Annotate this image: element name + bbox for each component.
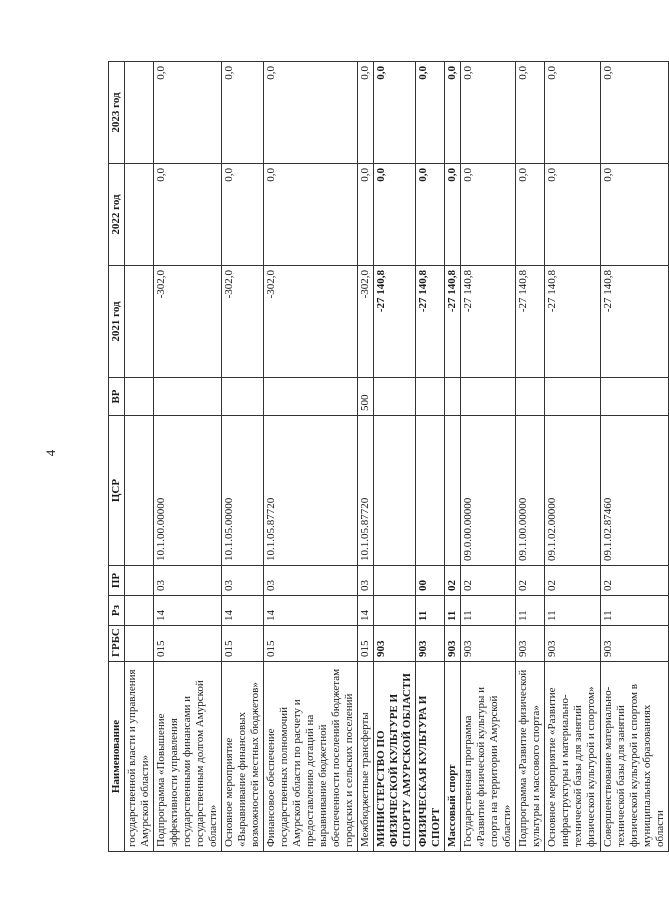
cell-2022: 0,0 [374,164,416,266]
table-row [516,62,545,852]
table-header-row [109,62,125,852]
cell-csr: 10.1.05.87720 [358,416,374,566]
header-grbs: ГРБС [109,626,125,662]
cell-2022: 0,0 [154,164,222,266]
cell-grbs: 015 [358,626,374,662]
cell-vr [416,378,445,416]
cell-2021: -27 140,8 [601,266,669,378]
cell-2021 [125,266,154,378]
cell-pr: 02 [461,566,516,596]
cell-rz: 11 [461,596,516,626]
cell-grbs: 903 [601,626,669,662]
cell-2021: -27 140,8 [545,266,601,378]
cell-2023: 0,0 [445,62,461,164]
cell-2021: -302,0 [264,266,358,378]
cell-csr [416,416,445,566]
cell-2023: 0,0 [545,62,601,164]
cell-2021: -302,0 [358,266,374,378]
cell-2022: 0,0 [545,164,601,266]
header-name: Наименование [109,662,125,852]
cell-rz: 11 [445,596,461,626]
cell-csr: 09.1.02.00000 [545,416,601,566]
cell-name: Основное мероприятие «Выравнивание финансовых возможностей местных бюджетов» [222,662,264,852]
cell-grbs: 903 [461,626,516,662]
table-row [461,62,516,852]
cell-grbs: 015 [264,626,358,662]
cell-name: ФИЗИЧЕСКАЯ КУЛЬТУРА И СПОРТ [416,662,445,852]
cell-pr [125,566,154,596]
cell-grbs: 903 [445,626,461,662]
cell-2023: 0,0 [516,62,545,164]
cell-vr [601,378,669,416]
cell-name: Государственная программа «Развитие физической культуры и спорта на территории Амурской области» [461,662,516,852]
cell-csr: 10.1.05.87720 [264,416,358,566]
cell-2022: 0,0 [461,164,516,266]
cell-rz [125,596,154,626]
cell-2022: 0,0 [264,164,358,266]
cell-name: Подпрограмма «Развитие физической культуры и массового спорта» [516,662,545,852]
cell-rz: 11 [601,596,669,626]
cell-2023: 0,0 [222,62,264,164]
table-row [601,62,669,852]
cell-vr [461,378,516,416]
cell-vr [445,378,461,416]
cell-pr: 00 [416,566,445,596]
cell-vr [264,378,358,416]
cell-2023: 0,0 [358,62,374,164]
cell-pr: 03 [222,566,264,596]
cell-pr: 03 [264,566,358,596]
cell-name: Финансовое обеспечение государственных полномочий Амурской области по расчету и предоставлению дотаций на выравнивание бюджетной обеспеченности поселений бюджетам городских и сельских поселений [264,662,358,852]
cell-pr: 03 [154,566,222,596]
cell-rz: 11 [516,596,545,626]
cell-2022: 0,0 [516,164,545,266]
cell-rz: 14 [358,596,374,626]
header-csr: ЦСР [109,416,125,566]
cell-vr: 500 [358,378,374,416]
cell-2021: -27 140,8 [461,266,516,378]
cell-2022: 0,0 [445,164,461,266]
cell-2023: 0,0 [374,62,416,164]
cell-csr: 10.1.05.00000 [222,416,264,566]
cell-pr: 02 [516,566,545,596]
cell-vr [374,378,416,416]
cell-2021: -27 140,8 [416,266,445,378]
cell-csr [125,416,154,566]
cell-vr [516,378,545,416]
table-row [125,62,154,852]
cell-csr: 09.1.00.00000 [516,416,545,566]
cell-csr: 10.1.00.00000 [154,416,222,566]
page-number: 4 [43,449,58,457]
cell-rz: 11 [545,596,601,626]
budget-table [108,61,669,852]
cell-2023: 0,0 [461,62,516,164]
header-rz: Рз [109,596,125,626]
table-row [358,62,374,852]
budget-table-rotated [108,62,666,852]
cell-pr [374,566,416,596]
cell-2021: -27 140,8 [445,266,461,378]
cell-grbs: 015 [222,626,264,662]
cell-2021: -27 140,8 [516,266,545,378]
header-vr: ВР [109,378,125,416]
cell-name: Основное мероприятие «Развитие инфраструктуры и материально-технической базы для занятий физической культурой и спортом» [545,662,601,852]
cell-2021: -302,0 [154,266,222,378]
cell-rz: 14 [222,596,264,626]
table-row [154,62,222,852]
cell-name: МИНИСТЕРСТВО ПО ФИЗИЧЕСКОЙ КУЛЬТУРЕ И СПОРТУ АМУРСКОЙ ОБЛАСТИ [374,662,416,852]
cell-pr: 02 [601,566,669,596]
header-2023: 2023 год [109,62,125,164]
cell-vr [545,378,601,416]
cell-csr [374,416,416,566]
cell-pr: 02 [445,566,461,596]
cell-csr: 09.0.00.00000 [461,416,516,566]
cell-2022: 0,0 [222,164,264,266]
cell-2021: -27 140,8 [374,266,416,378]
cell-grbs [125,626,154,662]
header-2021: 2021 год [109,266,125,378]
cell-vr [125,378,154,416]
table-row [222,62,264,852]
cell-name: Совершенствование материально-технической базы для занятий физической культурой и спортом в муниципальных образованиях области [601,662,669,852]
cell-2023: 0,0 [154,62,222,164]
header-pr: ПР [109,566,125,596]
table-row [264,62,358,852]
cell-vr [222,378,264,416]
table-body [125,62,669,852]
cell-csr: 09.1.02.87460 [601,416,669,566]
cell-grbs: 903 [516,626,545,662]
cell-name: государственной власти и управления Амурской области» [125,662,154,852]
cell-vr [154,378,222,416]
table-row [416,62,445,852]
cell-2022: 0,0 [358,164,374,266]
cell-2023: 0,0 [601,62,669,164]
cell-rz: 14 [264,596,358,626]
cell-grbs: 015 [154,626,222,662]
table-row [545,62,601,852]
cell-2022 [125,164,154,266]
cell-csr [445,416,461,566]
cell-rz: 14 [154,596,222,626]
cell-pr: 02 [545,566,601,596]
table-row [445,62,461,852]
cell-rz [374,596,416,626]
cell-name: Массовый спорт [445,662,461,852]
cell-2021: -302,0 [222,266,264,378]
cell-rz: 11 [416,596,445,626]
header-2022: 2022 год [109,164,125,266]
table-row [374,62,416,852]
cell-name: Подпрограмма «Повышение эффективности управления государственными финансами и государственным долгом Амурской области» [154,662,222,852]
cell-2023: 0,0 [416,62,445,164]
cell-name: Межбюджетные трансферты [358,662,374,852]
cell-2023: 0,0 [264,62,358,164]
cell-grbs: 903 [545,626,601,662]
cell-pr: 03 [358,566,374,596]
cell-grbs: 903 [416,626,445,662]
cell-2022: 0,0 [601,164,669,266]
cell-grbs: 903 [374,626,416,662]
cell-2022: 0,0 [416,164,445,266]
cell-2023 [125,62,154,164]
